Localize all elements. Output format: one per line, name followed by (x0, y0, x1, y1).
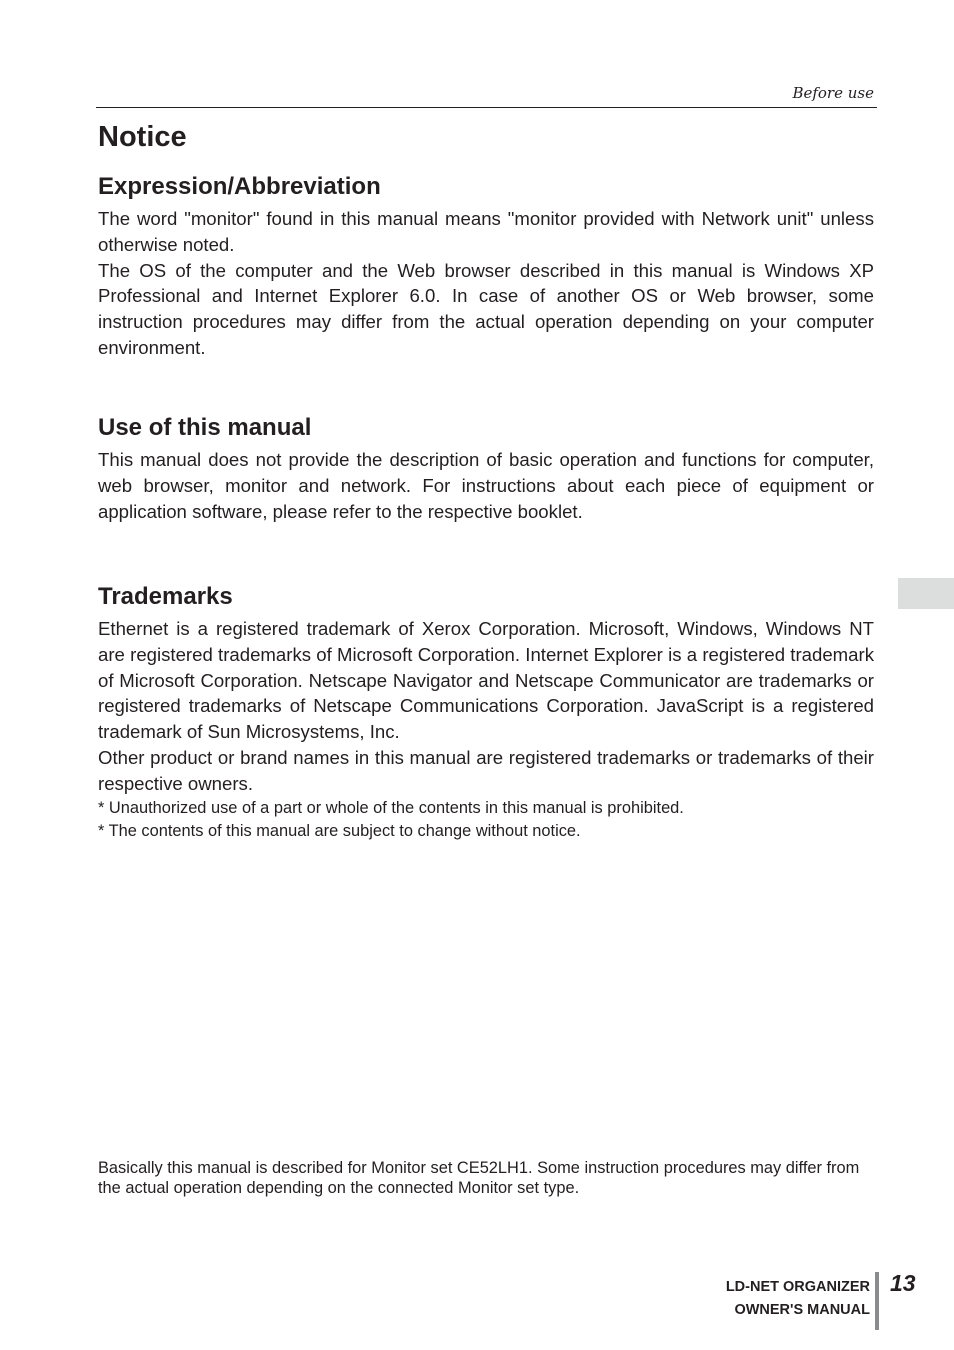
page-number: 13 (890, 1270, 916, 1296)
note: * Unauthorized use of a part or whole of the contents in this manual is prohibited. (98, 798, 684, 817)
footer-product-line: LD-NET ORGANIZER (725, 1279, 870, 1295)
footer-product-line: OWNER'S MANUAL (734, 1302, 870, 1318)
note: * The contents of this manual are subject to change without notice. (98, 821, 581, 840)
page-title: Notice (98, 121, 187, 153)
section-use-of-this-manual (98, 413, 874, 524)
section-expression-abbreviation (98, 172, 874, 361)
chapter-side-tab (898, 578, 954, 609)
section-heading: Expression/Abbreviation (98, 173, 381, 200)
header-rule (96, 107, 877, 108)
section-trademarks (98, 582, 874, 843)
running-head: Before use (792, 84, 874, 102)
paragraph: The OS of the computer and the Web browser described in this manual is Windows XP Professional and Internet Explorer 6.0. In case of another OS or Web browser, some instruction procedures may differ from the actual operation depending on your computer environment. (98, 259, 874, 358)
paragraph: Ethernet is a registered trademark of Xerox Corporation. Microsoft, Windows, Windows NT are registered trademarks of Microsoft Corporation. Internet Explorer is a registered trademark of Microsoft Corporation. Netscape Navigator and Netscape Communicator are trademarks or registered trademarks of Netscape Communications Corporation. JavaScript is a registered trademark of Sun Microsystems, Inc. (98, 618, 874, 743)
section-heading: Trademarks (98, 583, 233, 610)
paragraph: This manual does not provide the description of basic operation and functions for computer, web browser, monitor and network. For instructions about each piece of equipment or application software, please refer to the respective booklet. (98, 449, 874, 522)
section-heading: Use of this manual (98, 414, 312, 441)
paragraph: The word "monitor" found in this manual means "monitor provided with Network unit" unless otherwise noted. (98, 208, 874, 255)
paragraph: Other product or brand names in this manual are registered trademarks or trademarks of their respective owners. (98, 746, 874, 794)
monitor-set-footnote: Basically this manual is described for Monitor set CE52LH1. Some instruction procedures may differ from the actual operation depending on the connected Monitor set type. (98, 1159, 860, 1197)
footer-divider-bar (875, 1272, 879, 1330)
footer-product-name (726, 1276, 870, 1322)
